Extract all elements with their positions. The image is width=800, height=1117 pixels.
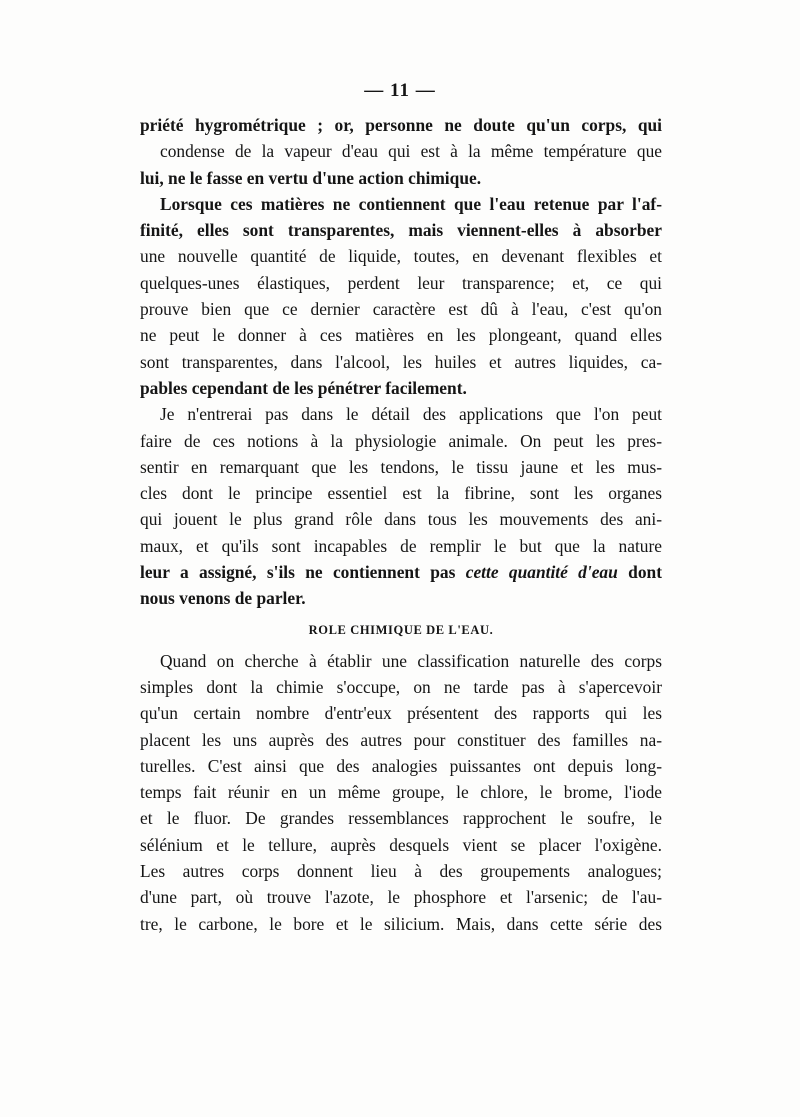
text-line: priété hygrométrique ; or, personne ne doute qu'un corps, qui (140, 115, 662, 135)
text-line: cles dont le principe essentiel est la fibrine, sont les organes (140, 483, 662, 504)
text-line: qu'un certain nombre d'entr'eux présentent des rapports qui les (140, 703, 662, 724)
text-line: maux, et qu'ils sont incapables de remplir le but que la nature (140, 535, 662, 556)
text-line: prouve bien que ce dernier caractère est dû à l'eau, c'est qu'on (140, 299, 662, 320)
text-line (140, 559, 662, 585)
text-line: sont transparentes, dans l'alcool, les huiles et autres liquides, ca- (140, 351, 662, 372)
text-line: tre, le carbone, le bore et le silicium. Mais, dans cette série des (140, 913, 662, 934)
text-run: leur a assigné, s'ils ne contiennent pas (140, 562, 456, 583)
text-line: et le fluor. De grandes ressemblances rapprochent le soufre, le (140, 808, 662, 829)
body-text (140, 112, 662, 937)
page-number: — 11 — (364, 80, 436, 101)
text-line: Je n'entrerai pas dans le détail des applications que l'on peut (160, 404, 662, 425)
text-line: faire de ces notions à la physiologie animale. On peut les pres- (140, 430, 662, 451)
text-line: temps fait réunir en un même groupe, le chlore, le brome, l'iode (140, 782, 662, 803)
text-line: condense de la vapeur d'eau qui est à la même température que (160, 141, 662, 162)
text-line: d'une part, où trouve l'azote, le phosphore et l'arsenic; de l'au- (140, 887, 662, 908)
text-line: simples dont la chimie s'occupe, on ne tarde pas à s'apercevoir (140, 676, 662, 697)
text-line: Lorsque ces matières ne contiennent que l'eau retenue par l'af- (160, 193, 662, 214)
section-heading: ROLE CHIMIQUE DE L'EAU. (308, 622, 494, 637)
text-line: qui jouent le plus grand rôle dans tous les mouvements des ani- (140, 509, 662, 530)
text-line: une nouvelle quantité de liquide, toutes, en devenant flexibles et (140, 246, 662, 267)
text-line: ne peut le donner à ces matières en les plongeant, quand elles (140, 325, 662, 346)
text-line: Quand on cherche à établir une classification naturelle des corps (160, 650, 662, 671)
emphasized-text: cette quantité d'eau (465, 562, 618, 583)
text-line: finité, elles sont transparentes, mais viennent-elles à absorber (140, 220, 662, 241)
text-line: nous venons de parler. (140, 588, 306, 609)
text-line: placent les uns auprès des autres pour constituer des familles na- (140, 729, 662, 750)
text-line: sélénium et le tellure, auprès desquels vient se placer l'oxigène. (140, 834, 662, 855)
text-line: turelles. C'est ainsi que des analogies puissantes ont depuis long- (140, 755, 662, 776)
text-line: quelques-unes élastiques, perdent leur transparence; et, ce qui (140, 272, 662, 293)
text-run: dont (628, 562, 662, 583)
text-line: pables cependant de les pénétrer facilement. (140, 377, 467, 398)
text-line: Les autres corps donnent lieu à des groupements analogues; (140, 861, 662, 882)
text-line: lui, ne le fasse en vertu d'une action chimique. (140, 167, 482, 188)
text-line: sentir en remarquant que les tendons, le tissu jaune et les mus- (140, 456, 662, 477)
